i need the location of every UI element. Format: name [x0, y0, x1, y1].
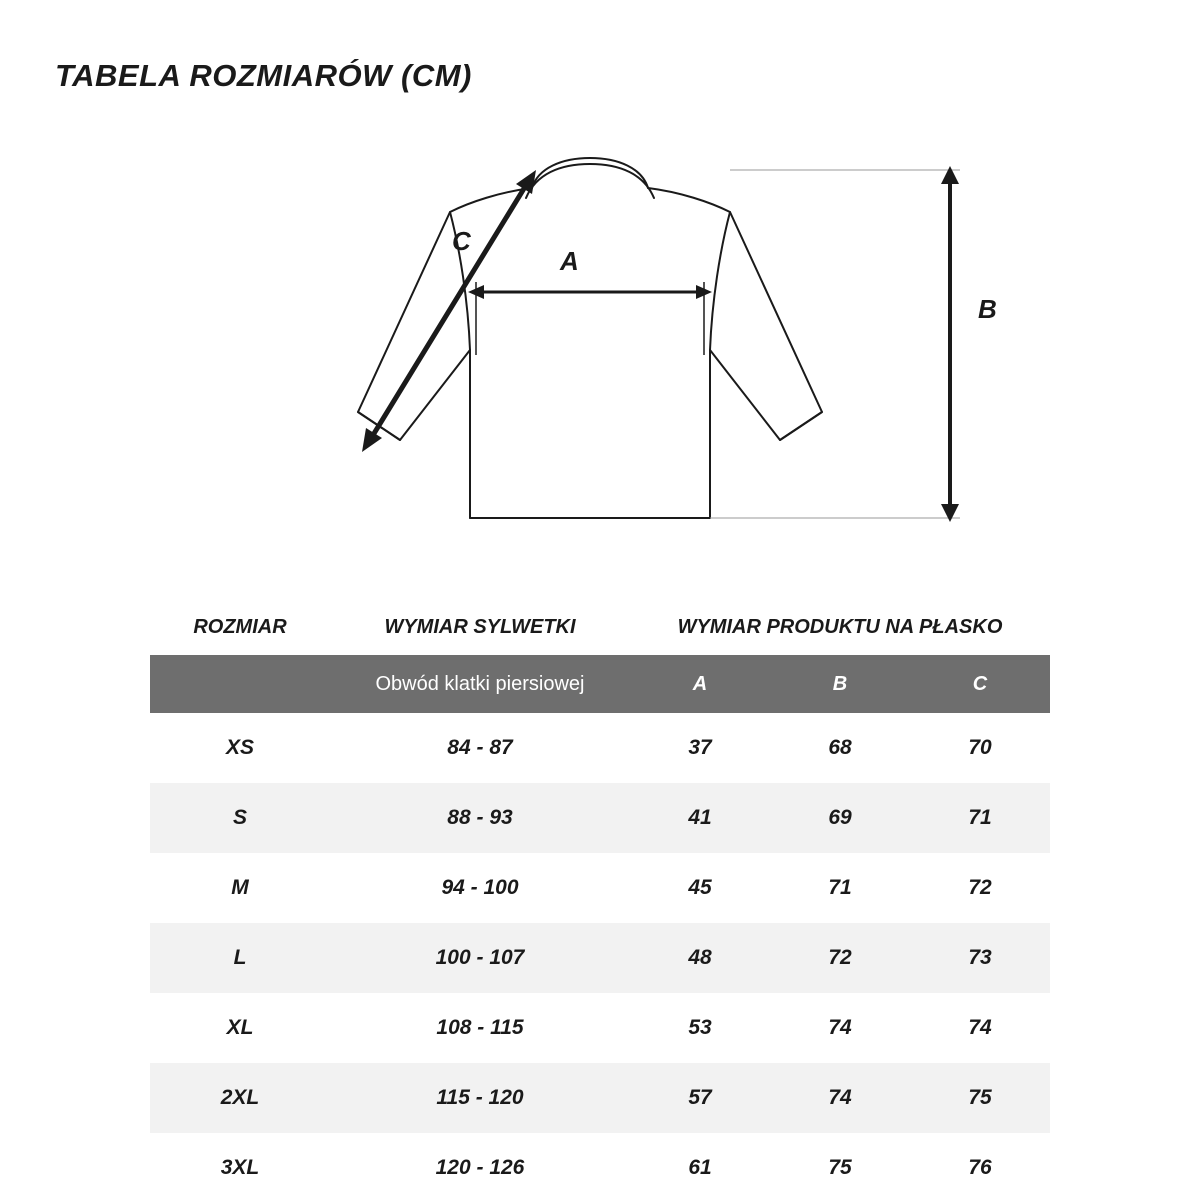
cell-a: 48	[630, 923, 770, 993]
cell-b: 69	[770, 783, 910, 853]
garment-measurement-diagram	[300, 140, 997, 560]
cell-a: 45	[630, 853, 770, 923]
cell-chest: 88 - 93	[330, 783, 630, 853]
table-row	[150, 923, 1050, 993]
cell-b: 75	[770, 1133, 910, 1203]
table-row	[150, 853, 1050, 923]
cell-b: 74	[770, 1063, 910, 1133]
cell-c: 71	[910, 783, 1050, 853]
cell-c: 76	[910, 1133, 1050, 1203]
cell-b: 68	[770, 713, 910, 783]
cell-a: 61	[630, 1133, 770, 1203]
column-header-chest: Obwód klatki piersiowej	[330, 655, 630, 713]
cell-c: 74	[910, 993, 1050, 1063]
cell-chest: 108 - 115	[330, 993, 630, 1063]
cell-chest: 94 - 100	[330, 853, 630, 923]
cell-b: 72	[770, 923, 910, 993]
label-c: C	[452, 226, 471, 256]
table-row	[150, 993, 1050, 1063]
cell-b: 74	[770, 993, 910, 1063]
label-b: B	[978, 294, 997, 324]
cell-chest: 120 - 126	[330, 1133, 630, 1203]
group-header-size: ROZMIAR	[150, 600, 330, 655]
cell-a: 53	[630, 993, 770, 1063]
table-row	[150, 1133, 1050, 1203]
table-row	[150, 713, 1050, 783]
cell-size: M	[150, 853, 330, 923]
size-table	[150, 600, 1050, 1203]
column-header-c: C	[910, 655, 1050, 713]
table-row	[150, 1063, 1050, 1133]
cell-size: S	[150, 783, 330, 853]
column-header-b: B	[770, 655, 910, 713]
table-header-row	[150, 655, 1050, 713]
cell-size: 3XL	[150, 1133, 330, 1203]
cell-size: XL	[150, 993, 330, 1063]
cell-size: XS	[150, 713, 330, 783]
cell-chest: 84 - 87	[330, 713, 630, 783]
cell-size: 2XL	[150, 1063, 330, 1133]
table-row	[150, 783, 1050, 853]
cell-c: 70	[910, 713, 1050, 783]
column-header-a: A	[630, 655, 770, 713]
cell-b: 71	[770, 853, 910, 923]
column-header-empty	[150, 655, 330, 713]
cell-chest: 100 - 107	[330, 923, 630, 993]
size-table-container	[150, 600, 1050, 1203]
cell-c: 75	[910, 1063, 1050, 1133]
cell-chest: 115 - 120	[330, 1063, 630, 1133]
cell-c: 72	[910, 853, 1050, 923]
cell-a: 37	[630, 713, 770, 783]
cell-a: 57	[630, 1063, 770, 1133]
cell-size: L	[150, 923, 330, 993]
cell-a: 41	[630, 783, 770, 853]
group-header-product: WYMIAR PRODUKTU NA PŁASKO	[630, 600, 1050, 655]
page-title: TABELA ROZMIARÓW (CM)	[55, 58, 472, 93]
group-header-body: WYMIAR SYLWETKI	[330, 600, 630, 655]
table-group-header-row	[150, 600, 1050, 655]
label-a: A	[560, 246, 579, 276]
cell-c: 73	[910, 923, 1050, 993]
